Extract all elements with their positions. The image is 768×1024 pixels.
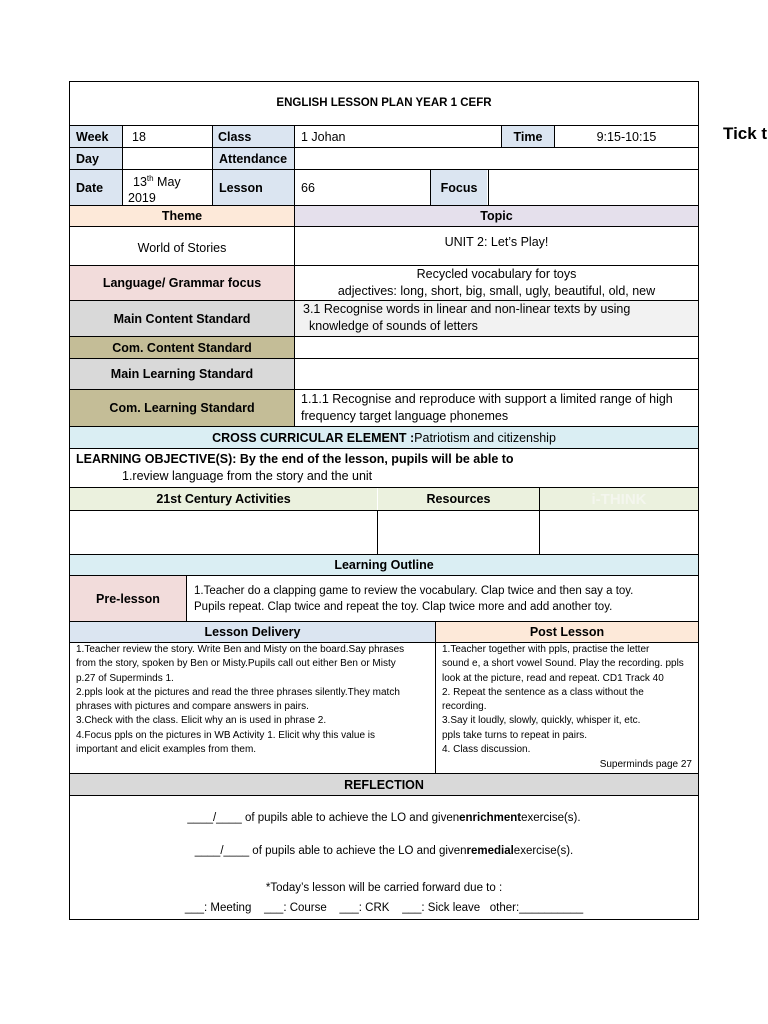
focus-value: [489, 170, 698, 205]
week-value: 18: [132, 129, 146, 144]
post-lesson-note: Superminds page 27: [599, 759, 692, 771]
class-label: Class: [212, 126, 294, 147]
objectives-heading: LEARNING OBJECTIVE(S): By the end of the lesson, pupils will be able to: [76, 452, 514, 466]
class-value: 1 Johan: [301, 129, 346, 144]
c21-activities-label: 21st Century Activities: [70, 488, 377, 510]
date-year: 2019: [128, 191, 156, 206]
enrichment-prefix: ____/____ of pupils able to achieve the LO and given: [187, 812, 460, 824]
post-lesson-line: 3.Say it loudly, slowly, quickly, whisper it, etc.: [442, 715, 641, 727]
remedial-prefix: ____/____ of pupils able to achieve the LO and given: [194, 845, 467, 857]
pre-lesson-line-1: 1.Teacher do a clapping game to review the vocabulary. Clap twice and then say a toy.: [194, 585, 634, 597]
lesson-delivery-line: phrases with pictures and compare answers in pairs.: [76, 701, 309, 713]
com-learning-line-2: frequency target language phonemes: [301, 409, 509, 423]
day-value: [123, 148, 212, 169]
post-lesson-label: Post Lesson: [436, 622, 698, 642]
post-lesson-line: ppls take turns to repeat in pairs.: [442, 729, 588, 741]
com-learning-line-1: 1.1.1 Recognise and reproduce with support a limited range of high: [301, 392, 673, 406]
com-learning-value: [295, 390, 698, 426]
date-day: 13: [133, 175, 147, 190]
page-title: ENGLISH LESSON PLAN YEAR 1 CEFR: [276, 97, 492, 109]
resources-label: Resources: [378, 488, 539, 510]
grammar-label: Language/ Grammar focus: [70, 266, 294, 300]
side-note: Tick t: [723, 124, 768, 143]
main-content-label: Main Content Standard: [70, 301, 294, 336]
post-lesson-line: sound e, a short vowel Sound. Play the recording. ppls: [442, 658, 684, 670]
grammar-line-2: adjectives: long, short, big, small, ugly, beautiful, old, new: [337, 284, 656, 298]
carry-forward-text: *Today’s lesson will be carried forward due to :: [265, 882, 503, 894]
lesson-delivery-line: 3.Check with the class. Elicit why an is used in phrase 2.: [76, 715, 327, 727]
main-content-value: [295, 301, 698, 336]
learning-outline-label: Learning Outline: [70, 555, 698, 575]
time-label: Time: [502, 126, 554, 147]
com-content-value: [295, 337, 698, 358]
lesson-delivery-line: 2.ppls look at the pictures and read the three phrases silently.They match: [76, 686, 400, 698]
post-lesson-line: 1.Teacher together with ppls, practise the letter: [442, 644, 650, 655]
pre-lesson-label: Pre-lesson: [70, 576, 186, 621]
lesson-delivery-line: 1.Teacher review the story. Write Ben and Misty on the board.Say phrases: [76, 644, 405, 655]
cross-curricular-label: CROSS CURRICULAR ELEMENT :: [212, 430, 415, 445]
post-lesson-line: look at the picture, read and repeat. CD1 Track 40: [442, 672, 664, 684]
remedial-suffix: exercise(s).: [513, 845, 574, 857]
attendance-label: Attendance: [213, 148, 294, 169]
lesson-delivery-line: 4.Focus ppls on the pictures in WB Activity 1. Elicit why this value is: [76, 729, 376, 741]
main-learning-label: Main Learning Standard: [70, 359, 294, 389]
enrichment-suffix: exercise(s).: [521, 812, 581, 824]
date-label: Date: [70, 170, 122, 205]
main-learning-value: [295, 359, 698, 389]
cross-curricular: [70, 427, 698, 448]
com-learning-label: Com. Learning Standard: [70, 390, 294, 426]
post-lesson-line: 2. Repeat the sentence as a class without the: [442, 686, 644, 698]
theme-label: Theme: [70, 206, 294, 226]
date-suffix: th: [146, 174, 154, 183]
pre-lesson-value: [188, 576, 698, 621]
carry-forward-options: ___: Meeting ___: Course ___: CRK ___: Sick leave other:__________: [184, 902, 584, 914]
time-value: 9:15-10:15: [596, 129, 657, 144]
lesson-delivery-line: important and elicit examples from them.: [76, 744, 257, 756]
lesson-delivery-line: from the story, spoken by Ben or Misty.Pupils call out either Ben or Misty: [76, 658, 396, 670]
enrichment-word: enrichment: [459, 812, 522, 824]
com-content-label: Com. Content Standard: [70, 337, 294, 358]
objectives-item: 1.review language from the story and the unit: [122, 469, 373, 483]
cross-curricular-value: Patriotism and citizenship: [414, 430, 556, 445]
reflection-enrichment: [70, 808, 698, 828]
reflection-remedial: [70, 841, 698, 861]
post-lesson-line: 4. Class discussion.: [442, 744, 531, 756]
attendance-value: [295, 148, 698, 169]
grammar-line-1: Recycled vocabulary for toys: [416, 267, 577, 281]
lesson-label: Lesson: [213, 170, 294, 205]
lesson-delivery-label: Lesson Delivery: [70, 622, 435, 642]
reflection-label: REFLECTION: [70, 774, 698, 795]
focus-label: Focus: [431, 170, 487, 205]
lesson-delivery-content: [76, 643, 432, 757]
day-label: Day: [70, 148, 122, 169]
objectives: [70, 449, 698, 487]
lesson-value: 66: [301, 180, 315, 195]
grammar-value: [295, 266, 698, 300]
lesson-delivery-line: p.27 of Superminds 1.: [76, 672, 174, 684]
topic-value: UNIT 2: Let’s Play!: [444, 235, 549, 249]
date-value: [123, 170, 212, 205]
main-content-line-2: knowledge of sounds of letters: [309, 319, 478, 333]
post-lesson-content: [442, 643, 696, 773]
main-content-line-1: 3.1 Recognise words in linear and non-linear texts by using: [303, 302, 631, 316]
post-lesson-line: recording.: [442, 701, 487, 713]
week-label: Week: [70, 126, 122, 147]
theme-value: World of Stories: [137, 241, 227, 255]
date-month: May: [153, 175, 181, 190]
topic-label: Topic: [295, 206, 698, 226]
remedial-word: remedial: [466, 845, 514, 857]
pre-lesson-line-2: Pupils repeat. Clap twice and repeat the toy. Clap twice more and add another toy.: [194, 601, 613, 613]
ithink-label: i-THINK: [540, 488, 698, 510]
